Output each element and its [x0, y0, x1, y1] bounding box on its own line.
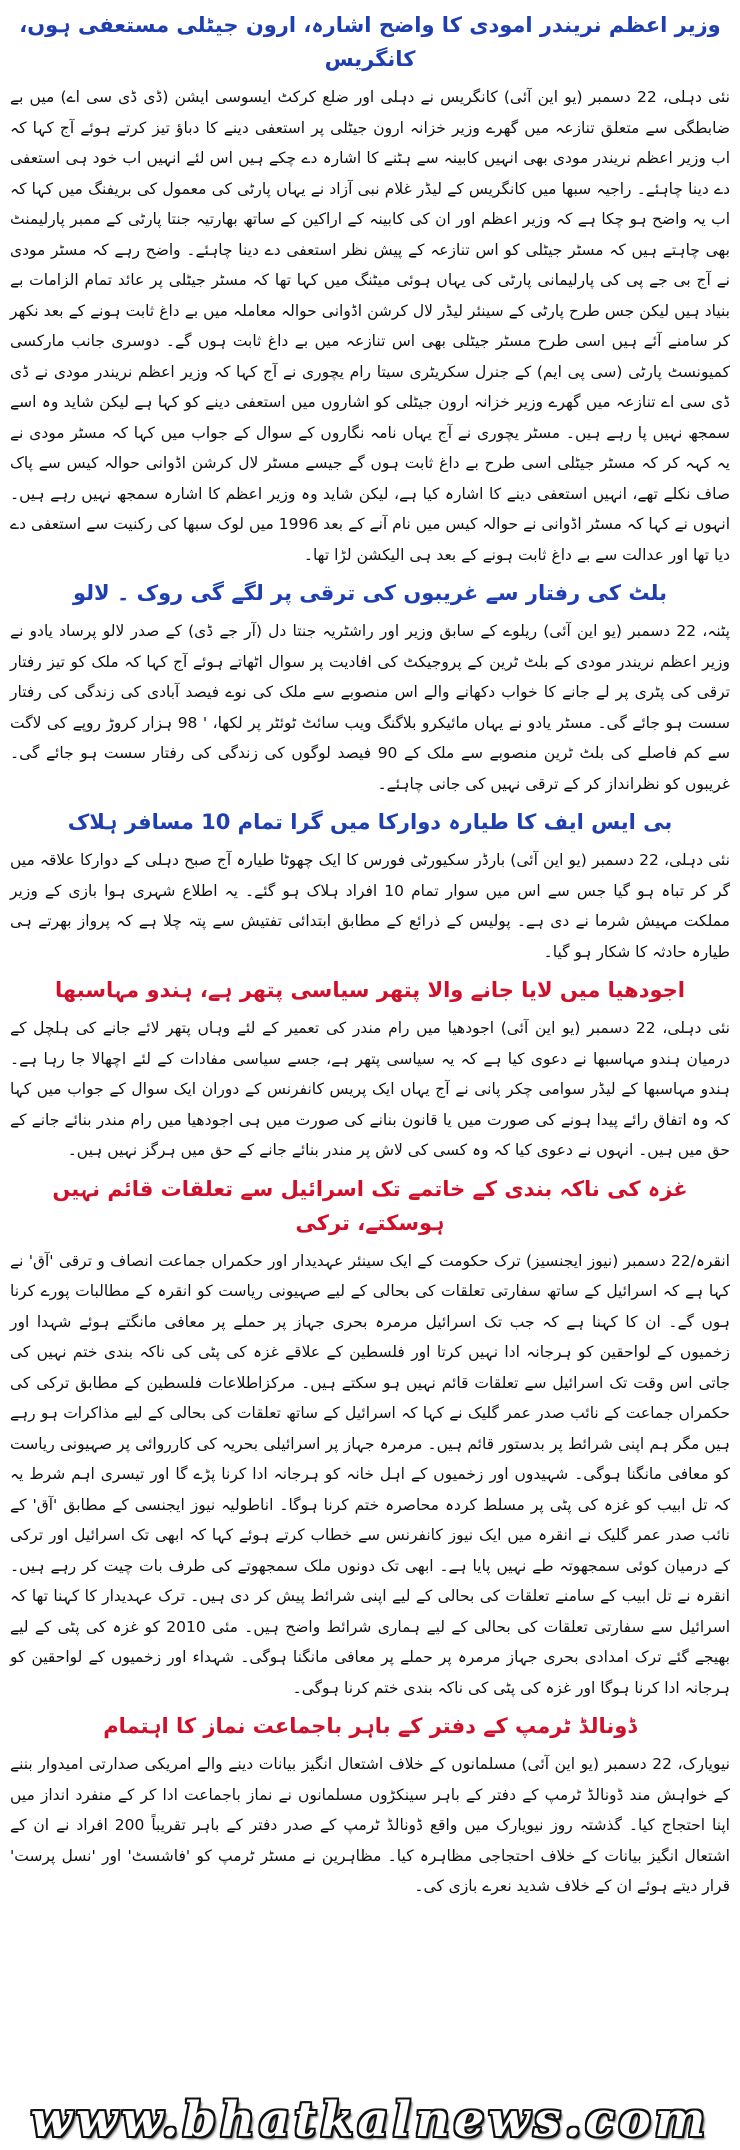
- article-jaitley: [10, 8, 730, 570]
- article-trump: [10, 1709, 730, 1902]
- article-body: نئی دہلی، 22 دسمبر (یو این آئی) بارڈر سکیورٹی فورس کا ایک چھوٹا طیارہ آج صبح دہلی کے دوارکا علاقہ میں گر کر تباہ ہو گیا جس سے اس میں سوار تمام 10 افراد ہلاک ہو گئے۔ یہ اطلاع شہری ہوا بازی کے وزیر مملکت مہیش شرما نے دی ہے۔ پولیس کے ذرائع کے مطابق ابتدائی تفتیش سے پتہ چلا ہے کہ پرواز بھرتے ہی طیارہ حادثہ کا شکار ہو گیا۔: [10, 851, 730, 961]
- article-bsf-crash: [10, 805, 730, 967]
- site-footer: [0, 2090, 740, 2150]
- article-body: نئی دہلی، 22 دسمبر (یو این آئی) کانگریس نے دہلی اور ضلع کرکٹ ایسوسی ایشن (ڈی ڈی سی اے) میں بے ضابطگی سے متعلق تنازعہ میں گھرے وزیر خزانہ ارون جیٹلی پر استعفی دینے کا دباؤ تیز کرتے ہوئے آج کہا کہ اب وزیر اعظم نریندر مودی بھی انہیں کابینہ سے ہٹنے کا اشارہ دے چکے ہیں اس لئے انہیں اب خود ہی استعفی دے دینا چاہئے۔ راجیہ سبھا میں کانگریس کے لیڈر غلام نبی آزاد نے یہاں پارٹی کی معمول کی بریفنگ میں کہا کہ اب یہ واضح ہو چکا ہے کہ وزیر اعظم اور ان کی کابینہ کے اراکین کے ساتھ بھارتیہ جنتا پارٹی کے ممبر پارلیمنٹ بھی چاہتے ہیں کہ مسٹر جیٹلی کو اس تنازعہ کے پیش نظر استعفی دے دینا چاہئے۔ واضح رہے کہ مسٹر مودی نے آج بی جے پی کی پارلیمانی پارٹی کی یہاں ہوئی میٹنگ میں کہا تھا کہ مسٹر جیٹلی پر عائد تمام الزامات بے بنیاد ہیں لیکن جس طرح پارٹی کے سینئر لیڈر لال کرشن اڈوانی حوالہ معاملہ میں بے داغ ثابت ہونے کے بعد نکھر کر سامنے آئے ہیں اسی طرح مسٹر جیٹلی بھی اس تنازعہ میں بے داغ ثابت ہوں گے۔ دوسری جانب مارکسی کمیونسٹ پارٹی (سی پی ایم) کے جنرل سکریٹری سیتا رام یچوری نے آج کہا کہ وزیر اعظم نریندر مودی نے ڈی ڈی سی اے تنازعہ میں گھرے وزیر خزانہ ارون جیٹلی کو اشاروں میں استعفی دینے کو کہا ہے لیکن شاید وہ اسے سمجھ نہیں پا رہے ہیں۔ مسٹر یچوری نے آج یہاں نامہ نگاروں کے سوال کے جواب میں کہا کہ مسٹر مودی نے یہ کہہ کر کہ مسٹر جیٹلی اسی طرح بے داغ ثابت ہوں گے جیسے مسٹر لال کرشن اڈوانی حوالہ کیس سے پاک صاف نکلے تھے، انہیں استعفی دینے کا اشارہ کیا ہے، لیکن شاید وہ وزیر اعظم کا اشارہ سمجھ نہیں رہے ہیں۔ انہوں نے کہا کہ مسٹر اڈوانی نے حوالہ کیس میں نام آنے کے بعد 1996 میں لوک سبھا کی رکنیت سے استعفی دے دیا تھا اور عدالت سے بے داغ ثابت ہونے کے بعد ہی الیکشن لڑا تھا۔: [10, 88, 730, 564]
- article-ayodhya: [10, 973, 730, 1166]
- article-headline: بلٹ کی رفتار سے غریبوں کی ترقی پر لگے گی روک ۔ لالو: [72, 581, 668, 605]
- article-body: نیویارک، 22 دسمبر (یو این آئی) مسلمانوں کے خلاف اشتعال انگیز بیانات دینے والے امریکی صدارتی امیدوار بننے کے خواہش مند ڈونالڈ ٹرمپ کے دفتر کے باہر سینکڑوں مسلمانوں نے نماز باجماعت ادا کر کے منفرد انداز میں اپنا احتجاج کیا۔ گذشتہ روز نیویارک میں واقع ڈونالڈ ٹرمپ کے صدر دفتر کے باہر تقریباً 200 افراد نے ان کے اشتعال انگیز بیانات کے خلاف احتجاجی مظاہرہ کیا۔ مظاہرین نے مسٹر ٹرمپ کو 'فاشسٹ' اور 'نسل پرست' قرار دیتے ہوئے ان کے خلاف شدید نعرے بازی کی۔: [10, 1755, 730, 1895]
- article-headline: غزہ کی ناکہ بندی کے خاتمے تک اسرائیل سے تعلقات قائم نہیں ہوسکتے، ترکی: [52, 1176, 688, 1235]
- article-turkey: [10, 1172, 730, 1704]
- article-body: پٹنہ، 22 دسمبر (یو این آئی) ریلوے کے سابق وزیر اور راشٹریہ جنتا دل (آر جے ڈی) کے صدر لالو پرساد یادو نے وزیر اعظم نریندر مودی کے بلٹ ٹرین کے پروجیکٹ کی افادیت پر سوال اٹھاتے ہوئے آج کہا کہ ملک کو تیز رفتار ترقی کی پٹری پر لے جانے کا خواب دکھانے والے اس منصوبے سے ملک کی نوے فیصد آبادی کی زندگی کی رفتار سست ہو جائے گی۔ مسٹر یادو نے یہاں مائیکرو بلاگنگ ویب سائٹ ٹوئٹر پر لکھا، ' 98 ہزار کروڑ روپے کی لاگت سے کم فاصلے کی بلٹ ٹرین منصوبے سے ملک کے 90 فیصد لوگوں کی زندگی کی رفتار سست ہو جائے گی۔ غریبوں کو نظرانداز کر کے ترقی نہیں کی جانی چاہئے۔: [10, 622, 730, 793]
- article-headline: ڈونالڈ ٹرمپ کے دفتر کے باہر باجماعت نماز کا اہتمام: [103, 1714, 637, 1738]
- article-body: انقرہ/22 دسمبر (نیوز ایجنسیز) ترک حکومت کے ایک سینئر عہدیدار اور حکمراں جماعت انصاف و ترقی 'آق' نے کہا ہے کہ اسرائیل کے ساتھ سفارتی تعلقات کی بحالی کے لیے صہیونی ریاست کو انقرہ کے مطالبات پورے کرنا ہوں گے۔ ان کا کہنا ہے کہ جب تک اسرائیل مرمرہ بحری جہاز پر حملے پر معافی مانگتے ہوئے شہدا اور زخمیوں کے لواحقین کو ہرجانہ ادا نہیں کرتا اور فلسطین کے علاقے غزہ کی پٹی کی ناکہ بندی ختم نہیں کی جاتی اس وقت تک اسرائیل سے تعلقات قائم نہیں ہو سکتے ہیں۔ مرکزاطلاعات فلسطین کے مطابق ترکی کی حکمراں جماعت کے نائب صدر عمر گلیک نے کہا کہ اسرائیل کے ساتھ تعلقات کی بحالی کے لیے مذاکرات ہو رہے ہیں مگر ہم اپنی شرائط پر بدستور قائم ہیں۔ مرمرہ جہاز پر اسرائیلی بحریہ کی کارروائی پر صہیونی ریاست کو معافی مانگنا ہوگی۔ شہیدوں اور زخمیوں کے اہل خانہ کو ہرجانہ ادا کرنا پڑے گا اور تیسری اہم شرط یہ کہ تل ابیب کو غزہ کی پٹی پر مسلط کردہ محاصرہ ختم کرنا ہوگا۔ اناطولیہ نیوز ایجنسی کے مطابق 'آق' کے نائب صدر عمر گلیک نے انقرہ میں ایک نیوز کانفرنس سے خطاب کرتے ہوئے کہا کہ ابھی تک اسرائیل اور ترکی کے درمیان کوئی سمجھوتہ طے نہیں پایا ہے۔ ابھی تک دونوں ملک سمجھوتے کی طرف بات چیت کر رہے ہیں۔ انقرہ نے تل ابیب کے سامنے تعلقات کی بحالی کے لیے اپنی شرائط پیش کر دی ہیں۔ ترک عہدیدار کا کہنا تھا کہ اسرائیل سے سفارتی تعلقات کی بحالی کے لیے ہماری شرائط واضح ہیں۔ مئی 2010 کو غزہ کی پٹی کے لیے بھیجے گئے ترک امدادی بحری جہاز مرمرہ پر حملے پر معافی مانگنا ہوگی۔ شہداء اور زخمیوں کے لواحقین کو ہرجانہ ادا کرنا ہوگا اور غزہ کی پٹی کی ناکہ بندی ختم کرنا ہوگی۔: [10, 1251, 730, 1697]
- article-headline: بی ایس ایف کا طیارہ دوارکا میں گرا تمام 10 مسافر ہلاک: [67, 810, 673, 834]
- article-headline: اجودھیا میں لایا جانے والا پتھر سیاسی پتھر ہے، ہندو مہاسبھا: [55, 978, 685, 1002]
- article-headline: وزیر اعظم نریندر امودی کا واضح اشارہ، ارون جیٹلی مستعفی ہوں، کانگریس: [19, 13, 721, 71]
- article-body: نئی دہلی، 22 دسمبر (یو این آئی) اجودھیا میں رام مندر کی تعمیر کے لئے وہاں پتھر لائے جانے کی ہلچل کے درمیان ہندو مہاسبھا نے دعوی کیا ہے کہ یہ سیاسی پتھر ہے، جسے سیاسی مفادات کے لئے اچھالا جا رہا ہے۔ ہندو مہاسبھا کے لیڈر سوامی چکر پانی نے آج یہاں ایک پریس کانفرنس کے دوران ایک سوال کے جواب میں کہا کہ وہ اتفاق رائے پیدا ہونے کی صورت میں یا قانون بنانے کی صورت میں ہی اجودھیا میں رام مندر بنائے جانے کے حق میں ہیں۔ انہوں نے دعوی کیا کہ وہ کسی کی لاش پر مندر بنائے جانے کے حق میں ہرگز نہیں ہیں۔: [10, 1019, 730, 1159]
- site-watermark[interactable]: www.bhatkalnews.com: [30, 2092, 710, 2148]
- article-lalu: [10, 576, 730, 799]
